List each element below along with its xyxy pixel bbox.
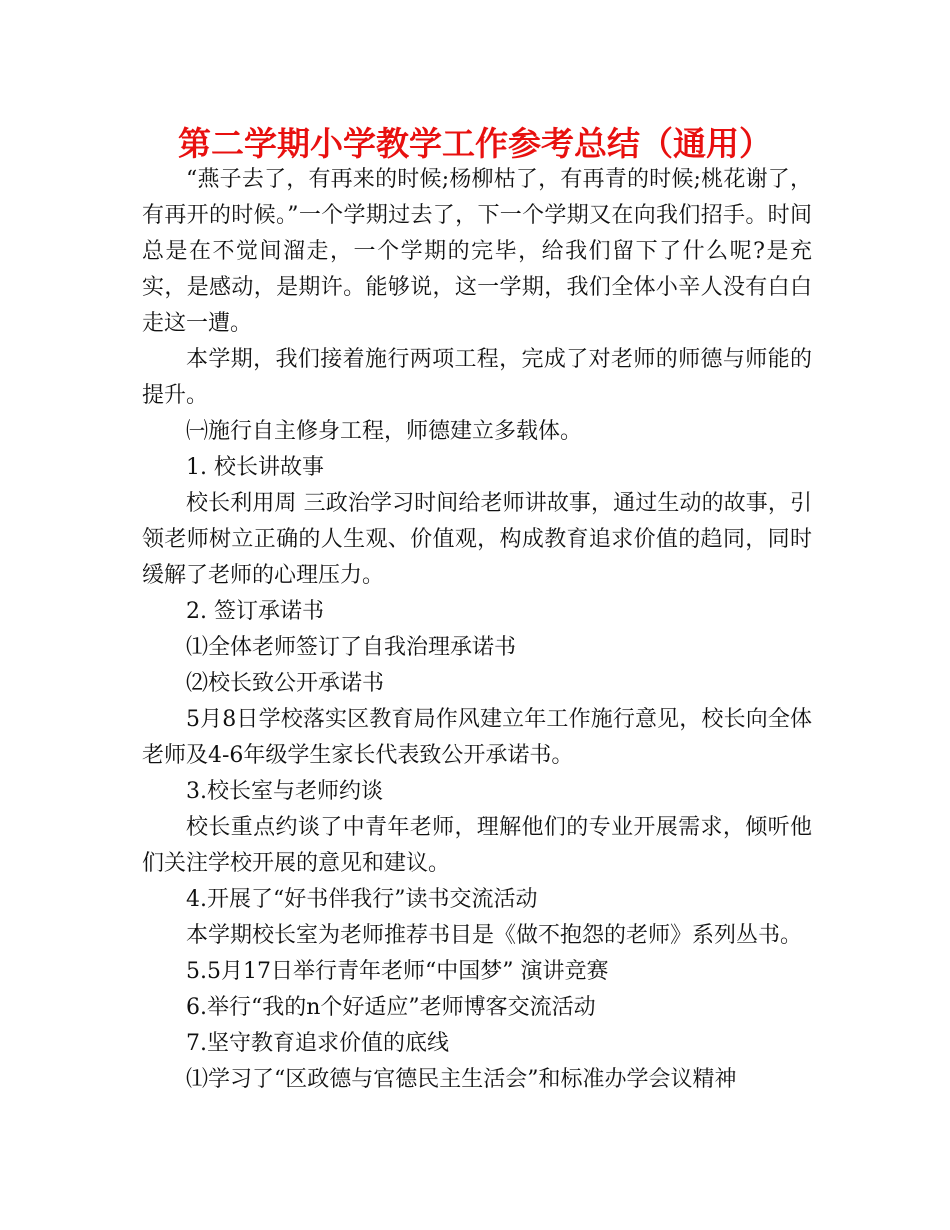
item-heading-5: 5.5月17日举行青年老师“中国梦” 演讲竞赛 (186, 959, 609, 984)
item-heading-1: 1. 校长讲故事 (186, 455, 324, 480)
document-title: 第二学期小学教学工作参考总结（通用） (178, 124, 772, 163)
sub-item-3: ⑴学习了“区政德与官德民主生活会”和标准办学会议精神 (186, 1067, 737, 1092)
item-heading-4: 4.开展了“好书伴我行”读书交流活动 (186, 887, 538, 912)
paragraph-intro: “燕子去了，有再来的时候;杨柳枯了，有再青的时候;桃花谢了，有再开的时候。”一个学期过去了，下一个学期又在向我们招手。时间总是在不觉间溜走，一个学期的完毕，给我们留下了什么呢?是充实，是感动，是期许。能够说，这一学期，我们全体小辛人没有白白走这一遭。 (142, 167, 812, 336)
paragraph-item-3: 校长重点约谈了中青年老师，理解他们的专业开展需求，倾听他们关注学校开展的意见和建议。 (142, 815, 812, 876)
section-heading-1: ㈠施行自主修身工程，师德建立多载体。 (186, 419, 583, 444)
sub-item-1: ⑴全体老师签订了自我治理承诺书 (186, 635, 517, 660)
paragraph-item-2: 5月8日学校落实区教育局作风建立年工作施行意见，校长向全体老师及4-6年级学生家长代表致公开承诺书。 (142, 707, 812, 768)
paragraph-summary: 本学期，我们接着施行两项工程，完成了对老师的师德与师能的提升。 (142, 347, 812, 408)
item-heading-3: 3.校长室与老师约谈 (186, 779, 383, 804)
sub-item-2: ⑵校长致公开承诺书 (186, 671, 385, 696)
item-heading-2: 2. 签订承诺书 (186, 599, 324, 624)
document-body (142, 162, 812, 1098)
paragraph-item-4: 本学期校长室为老师推荐书目是《做不抱怨的老师》系列丛书。 (186, 923, 803, 948)
item-heading-6: 6.举行“我的n个好适应”老师博客交流活动 (186, 995, 596, 1020)
item-heading-7: 7.坚守教育追求价值的底线 (186, 1031, 449, 1056)
paragraph-item-1: 校长利用周 三政治学习时间给老师讲故事，通过生动的故事，引领老师树立正确的人生观、价值观，构成教育追求价值的趋同，同时缓解了老师的心理压力。 (142, 491, 812, 588)
